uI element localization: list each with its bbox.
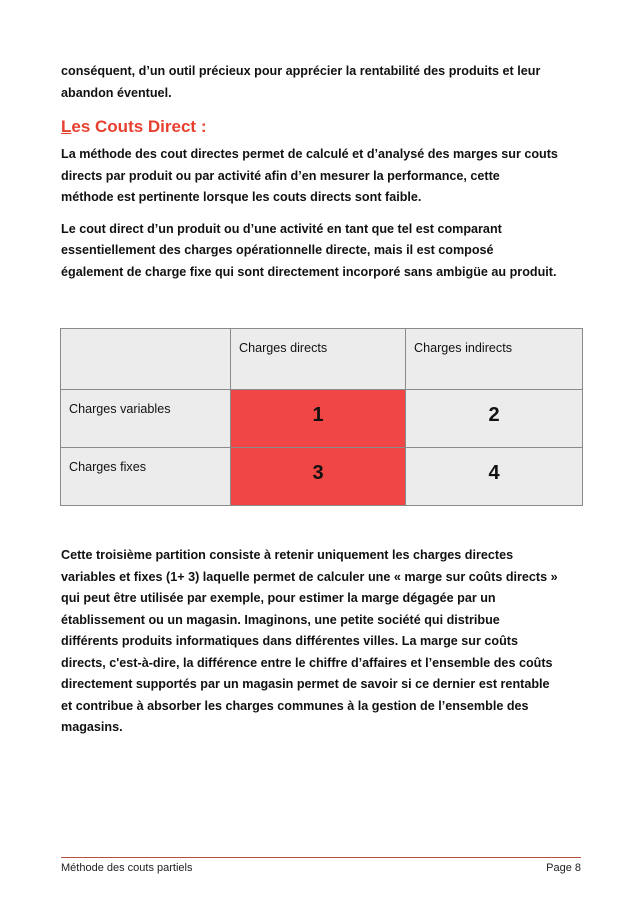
footer-title: Méthode des couts partiels: [61, 862, 193, 874]
text-line: également de charge fixe qui sont directement incorporé sans ambigüe au produit.: [61, 264, 557, 279]
text-line: méthode est pertinente lorsque les couts directs sont faible.: [61, 190, 422, 204]
table-corner-cell: [61, 329, 231, 390]
table-row: [61, 390, 583, 448]
text-line: abandon éventuel.: [61, 85, 172, 100]
text-line: qui peut être utilisée par exemple, pour estimer la marge dégagée par un: [61, 591, 496, 605]
text-line: directement supportés par un magasin permet de savoir si ce dernier est rentable: [61, 677, 550, 691]
charges-table: [60, 328, 583, 506]
text-line: et contribue à absorber les charges communes à la gestion de l’ensemble des: [61, 698, 529, 713]
heading-initial: L: [61, 117, 72, 136]
table-row: [61, 448, 583, 506]
intro-paragraph: [61, 61, 587, 104]
text-line: conséquent, d’un outil précieux pour apprécier la rentabilité des produits et leur: [61, 64, 541, 78]
col-header-indirects: Charges indirects: [406, 329, 583, 390]
text-line: Cette troisième partition consiste à retenir uniquement les charges directes: [61, 548, 514, 562]
paragraph-method: [61, 144, 587, 209]
page-footer: [61, 857, 581, 874]
cell-fixed-direct: 3: [231, 448, 406, 506]
cell-variable-direct: 1: [231, 390, 406, 448]
text-line: directs, c'est-à-dire, la différence entre le chiffre d’affaires et l’ensemble des coûts: [61, 655, 553, 670]
row-label-variables: Charges variables: [61, 390, 231, 448]
col-header-directs: Charges directs: [231, 329, 406, 390]
text-line: variables et fixes (1+ 3) laquelle permet de calculer une « marge sur coûts directs »: [61, 569, 558, 584]
section-heading: [61, 116, 587, 138]
text-line: La méthode des cout directes permet de calculé et d’analysé des marges sur couts: [61, 147, 558, 161]
text-line: établissement ou un magasin. Imaginons, une petite société qui distribue: [61, 612, 500, 627]
row-label-fixes: Charges fixes: [61, 448, 231, 506]
text-line: essentiellement des charges opérationnelle directe, mais il est composé: [61, 243, 494, 257]
table-header-row: [61, 329, 583, 390]
paragraph-partition: [61, 545, 587, 739]
text-line: différents produits informatiques dans différentes villes. La marge sur coûts: [61, 634, 518, 648]
cell-fixed-indirect: 4: [406, 448, 583, 506]
text-line: directs par produit ou par activité afin d’en mesurer la performance, cette: [61, 168, 500, 183]
text-line: Le cout direct d’un produit ou d’une activité en tant que tel est comparant: [61, 221, 502, 236]
page-number: Page 8: [546, 862, 581, 874]
paragraph-direct-cost: [61, 219, 587, 284]
cell-variable-indirect: 2: [406, 390, 583, 448]
partition-text: [61, 545, 587, 739]
text-line: magasins.: [61, 720, 123, 734]
heading-text: es Couts Direct :: [71, 117, 207, 136]
page-body: [61, 61, 587, 283]
